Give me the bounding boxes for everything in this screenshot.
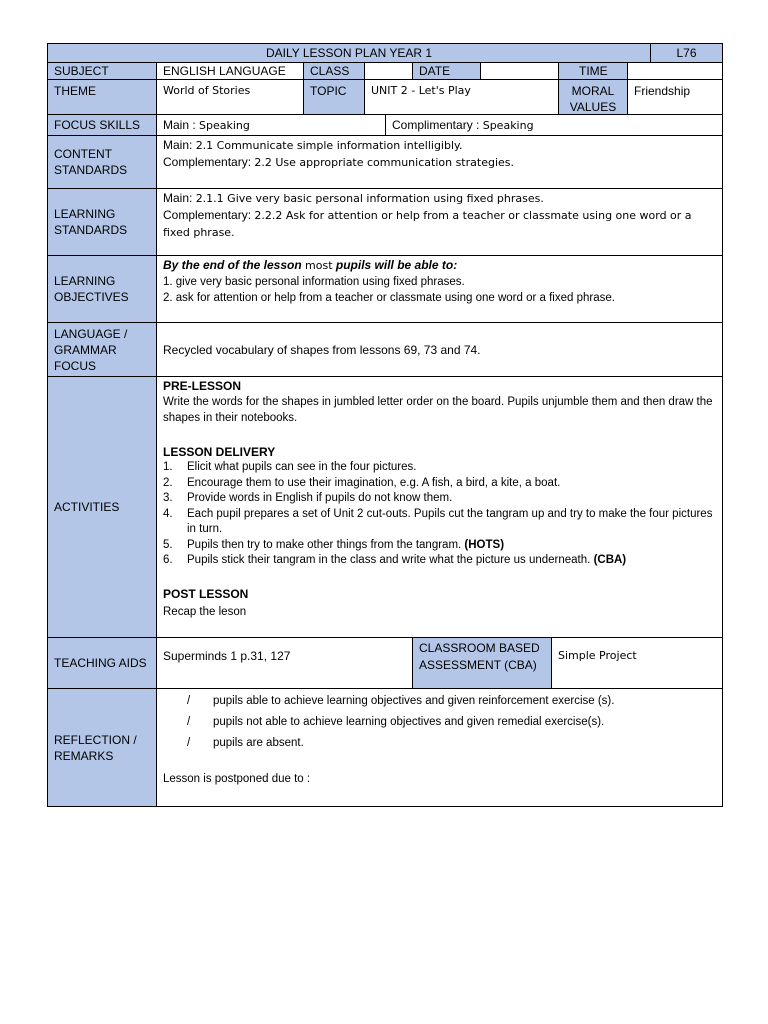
content-comp-text: 2.2 Use appropriate communication strategies. — [254, 156, 514, 169]
time-label — [558, 62, 628, 80]
cba-text: Simple Project — [558, 649, 637, 662]
grammar-label-text: LANGUAGE / GRAMMAR FOCUS — [54, 326, 128, 373]
theme-label-text: THEME — [54, 84, 96, 98]
post-lesson-title: POST LESSON — [163, 586, 249, 601]
checkbox-slash: / — [187, 695, 191, 707]
objectives-intro-a: By the end of the lesson — [163, 258, 302, 272]
teaching-aids-value[interactable] — [156, 637, 413, 689]
date-value[interactable] — [480, 62, 559, 80]
aids-text: Superminds 1 p.31, 127 — [163, 649, 291, 663]
delivery-step — [163, 460, 716, 476]
focus-label-text: FOCUS SKILLS — [54, 118, 141, 132]
delivery-step — [163, 538, 716, 554]
class-value[interactable] — [364, 62, 413, 80]
class-label — [303, 62, 365, 80]
learning-comp-text: 2.2.2 Ask for attention or help from a teacher or classmate using one word or a fixed phrase. — [163, 209, 692, 239]
reflection-value[interactable] — [156, 688, 723, 807]
date-label-text: DATE — [419, 64, 451, 78]
content-label-text: CONTENT STANDARDS — [54, 147, 128, 177]
learning-main-text: 2.1.1 Give very basic personal information using fixed phrases. — [195, 192, 544, 205]
cba-tag: (CBA) — [593, 554, 627, 566]
postponed-text: Lesson is postponed due to : — [163, 773, 311, 785]
step-number: 1. — [163, 461, 173, 473]
topic-label — [303, 79, 365, 115]
reflection-label — [47, 688, 157, 807]
step-text: Each pupil prepares a set of Unit 2 cut-outs. Pupils cut the tangram up and try to make the four pictures in turn. — [187, 507, 713, 535]
lesson-delivery-title: LESSON DELIVERY — [163, 445, 276, 459]
step-text: Elicit what pupils can see in the four pictures. — [187, 461, 417, 473]
delivery-step — [163, 553, 716, 569]
content-main-text: 2.1 Communicate simple information intelligibly. — [195, 139, 463, 152]
subject-label — [47, 62, 157, 80]
learning-label-text: LEARNING STANDARDS — [54, 207, 128, 237]
plan-title — [47, 43, 651, 63]
focus-comp-text: Speaking — [482, 118, 534, 132]
time-value[interactable] — [627, 62, 723, 80]
cba-value[interactable] — [551, 637, 723, 689]
content-standards-label — [47, 135, 157, 189]
pre-lesson-text: Write the words for the shapes in jumbled letter order on the board. Pupils unjumble them and then draw the shapes in their notebooks. — [163, 396, 713, 424]
step-number: 4. — [163, 507, 173, 520]
lesson-plan-table — [47, 43, 723, 807]
theme-text: World of Stories — [163, 84, 251, 97]
checkbox-slash: / — [187, 716, 191, 728]
focus-comp-label: Complimentary — [392, 117, 473, 132]
topic-value[interactable] — [364, 79, 559, 115]
step-text: Provide words in English if pupils do not know them. — [187, 492, 453, 504]
lesson-code-text: L76 — [676, 46, 697, 60]
aids-label-text: TEACHING AIDS — [54, 656, 147, 670]
focus-main-label: Main — [163, 117, 190, 132]
theme-value[interactable] — [156, 79, 304, 115]
objectives-label-text: LEARNING OBJECTIVES — [54, 274, 129, 304]
reflection-item-text: pupils not able to achieve learning objectives and given remedial exercise(s). — [213, 716, 605, 728]
topic-text: UNIT 2 - Let's Play — [371, 84, 471, 97]
delivery-step — [163, 507, 716, 538]
date-label — [412, 62, 481, 80]
content-main-label: Main — [163, 138, 190, 152]
moral-text: Friendship — [634, 84, 691, 98]
moral-values-label — [558, 79, 628, 115]
step-number: 6. — [163, 554, 173, 566]
lesson-code — [650, 43, 723, 63]
teaching-aids-label — [47, 637, 157, 689]
objectives-intro-b: most — [305, 259, 333, 272]
objective-item: 1. give very basic personal information using fixed phrases. — [163, 276, 465, 288]
reflection-item — [163, 693, 716, 709]
content-comp-label: Complementary — [163, 155, 248, 169]
delivery-step — [163, 476, 716, 492]
learning-standards-label — [47, 188, 157, 256]
subject-value[interactable] — [156, 62, 304, 80]
topic-label-text: TOPIC — [310, 84, 347, 98]
focus-skills-label — [47, 114, 157, 136]
cba-label — [412, 637, 552, 689]
moral-label-text: MORAL VALUES — [569, 84, 617, 114]
activities-value[interactable] — [156, 376, 723, 638]
reflection-item-text: pupils are absent. — [213, 737, 304, 749]
grammar-text: Recycled vocabulary of shapes from lessons 69, 73 and 74. — [163, 342, 481, 357]
checkbox-slash: / — [187, 737, 191, 749]
focus-main-text: Speaking — [199, 118, 250, 132]
objectives-intro-c: pupils will be able to: — [335, 258, 458, 272]
step-text: Pupils then try to make other things from the tangram. — [187, 538, 462, 551]
reflection-item — [163, 714, 716, 730]
content-standards-value[interactable]: Main: 2.1 Communicate simple information intelligibly. Complementary: 2.2 Use appropriate communication strategies. — [156, 135, 723, 189]
step-number: 3. — [163, 492, 173, 504]
reflection-item — [163, 735, 716, 751]
step-text: Encourage them to use their imagination, e.g. A fish, a bird, a kite, a boat. — [187, 476, 561, 489]
reflection-label-text: REFLECTION / REMARKS — [54, 732, 137, 763]
step-number: 5. — [163, 538, 173, 551]
objective-item: 2. ask for attention or help from a teacher or classmate using one word or a fixed phrase. — [163, 292, 615, 304]
pre-lesson-title: PRE-LESSON — [163, 379, 242, 393]
delivery-step — [163, 491, 716, 507]
step-text: Pupils stick their tangram in the class and write what the picture us underneath. — [187, 554, 591, 566]
delivery-steps — [163, 460, 716, 569]
activities-label — [47, 376, 157, 638]
learning-objectives-value[interactable] — [156, 255, 723, 323]
learning-standards-value[interactable]: Main: 2.1.1 Give very basic personal information using fixed phrases. Complementary: 2.2.2 Ask for attention or help from a teacher or classmate using one word or a fixed phrase. — [156, 188, 723, 256]
moral-values-value[interactable] — [627, 79, 723, 115]
theme-label — [47, 79, 157, 115]
subject-text: ENGLISH LANGUAGE — [163, 64, 286, 78]
activities-label-text: ACTIVITIES — [54, 500, 120, 514]
learning-main-label: Main — [163, 191, 190, 205]
focus-main[interactable]: Main : Speaking — [156, 114, 386, 136]
reflection-item-text: pupils able to achieve learning objectives and given reinforcement exercise (s). — [213, 695, 615, 707]
grammar-focus-value[interactable] — [156, 322, 723, 377]
post-lesson-text: Recap the leson — [163, 605, 247, 618]
focus-complimentary[interactable]: Complimentary : Speaking — [385, 114, 723, 136]
subject-label-text: SUBJECT — [54, 64, 109, 78]
plan-title-text: DAILY LESSON PLAN YEAR 1 — [265, 46, 433, 60]
hots-tag: (HOTS) — [464, 538, 505, 551]
learning-objectives-label — [47, 255, 157, 323]
class-label-text: CLASS — [310, 64, 350, 78]
cba-label-text: CLASSROOM BASED ASSESSMENT (CBA) — [419, 641, 540, 672]
time-label-text: TIME — [579, 64, 608, 78]
learning-comp-label: Complementary — [163, 208, 248, 222]
step-number: 2. — [163, 476, 173, 489]
grammar-focus-label — [47, 322, 157, 377]
